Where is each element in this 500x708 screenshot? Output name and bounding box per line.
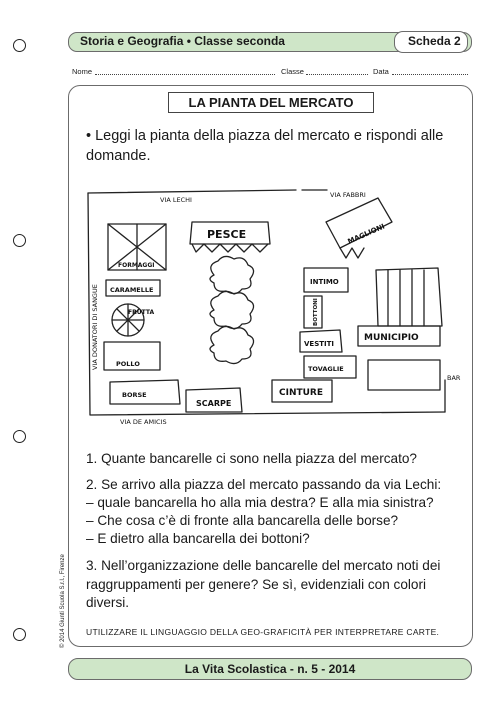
label-borse: BORSE xyxy=(122,391,147,399)
footer-bar: La Vita Scolastica - n. 5 - 2014 xyxy=(68,658,472,680)
separator: • xyxy=(186,34,191,48)
label-vestiti: VESTITI xyxy=(304,340,334,348)
label-scarpe: SCARPE xyxy=(196,399,232,408)
question-2-line-1: 2. Se arrivo alla piazza del mercato passando da via Lechi: xyxy=(86,477,442,492)
street-via-lechi: VIA LECHI xyxy=(160,196,192,204)
question-3: 3. Nell’organizzazione delle bancarelle del mercato noti dei raggruppamenti per genere? Se sì, evidenziali con colori diversi. xyxy=(86,558,441,610)
bar-building xyxy=(368,360,440,390)
awning xyxy=(340,248,364,258)
question-2-line-2: – quale bancarella ho alla mia destra? E alla mia sinistra? xyxy=(86,495,434,510)
label-caramelle: CARAMELLE xyxy=(110,286,154,294)
exercise-intro: • Leggi la pianta della piazza del mercato e rispondi alle domande. xyxy=(86,128,444,164)
sheet-label: Scheda 2 xyxy=(408,34,461,48)
exercise-title: LA PIANTA DEL MERCATO xyxy=(168,92,374,113)
label-pollo: POLLO xyxy=(116,360,140,368)
class-label: Classe xyxy=(281,67,304,76)
tree xyxy=(210,256,254,293)
street-via-donatori: VIA DONATORI DI SANGUE xyxy=(91,284,99,370)
grade: Classe seconda xyxy=(194,34,285,48)
label-cinture: CINTURE xyxy=(279,388,324,398)
municipio-columns xyxy=(376,268,442,326)
question-2-line-3: – Che cosa c’è di fronte alla bancarella delle borse? xyxy=(86,513,399,528)
question-1: 1. Quante bancarelle ci sono nella piazza del mercato? xyxy=(86,451,417,466)
label-formaggi: FORMAGGI xyxy=(118,262,155,269)
question-2-line-4: – E dietro alla bancarella dei bottoni? xyxy=(86,531,310,546)
name-label: Nome xyxy=(72,67,93,76)
tree xyxy=(210,326,254,363)
label-intimo: INTIMO xyxy=(310,278,339,286)
label-frutta: FRUTTA xyxy=(128,309,155,316)
date-label: Data xyxy=(373,67,389,76)
street-edge xyxy=(88,190,296,193)
awning xyxy=(192,244,268,252)
label-municipio: MUNICIPIO xyxy=(364,333,419,343)
street-bar: BAR xyxy=(447,374,461,382)
method-note: UTILIZZARE IL LINGUAGGIO DELLA GEO-GRAFICITÀ PER INTERPRETARE CARTE. xyxy=(86,627,440,637)
copyright: © 2014 Giunti Scuola S.r.l., Firenze xyxy=(60,554,66,648)
label-maglioni: MAGLIONI xyxy=(346,222,386,246)
tree xyxy=(210,291,254,328)
label-tovaglie: TOVAGLIE xyxy=(308,365,344,373)
street-via-de-amicis: VIA DE AMICIS xyxy=(120,418,167,426)
label-bottoni: BOTTONI xyxy=(313,298,319,326)
label-pesce: PESCE xyxy=(207,228,247,241)
street-via-fabbri: VIA FABBRI xyxy=(330,191,366,199)
subject: Storia e Geografia xyxy=(80,34,184,48)
columns xyxy=(388,270,424,326)
